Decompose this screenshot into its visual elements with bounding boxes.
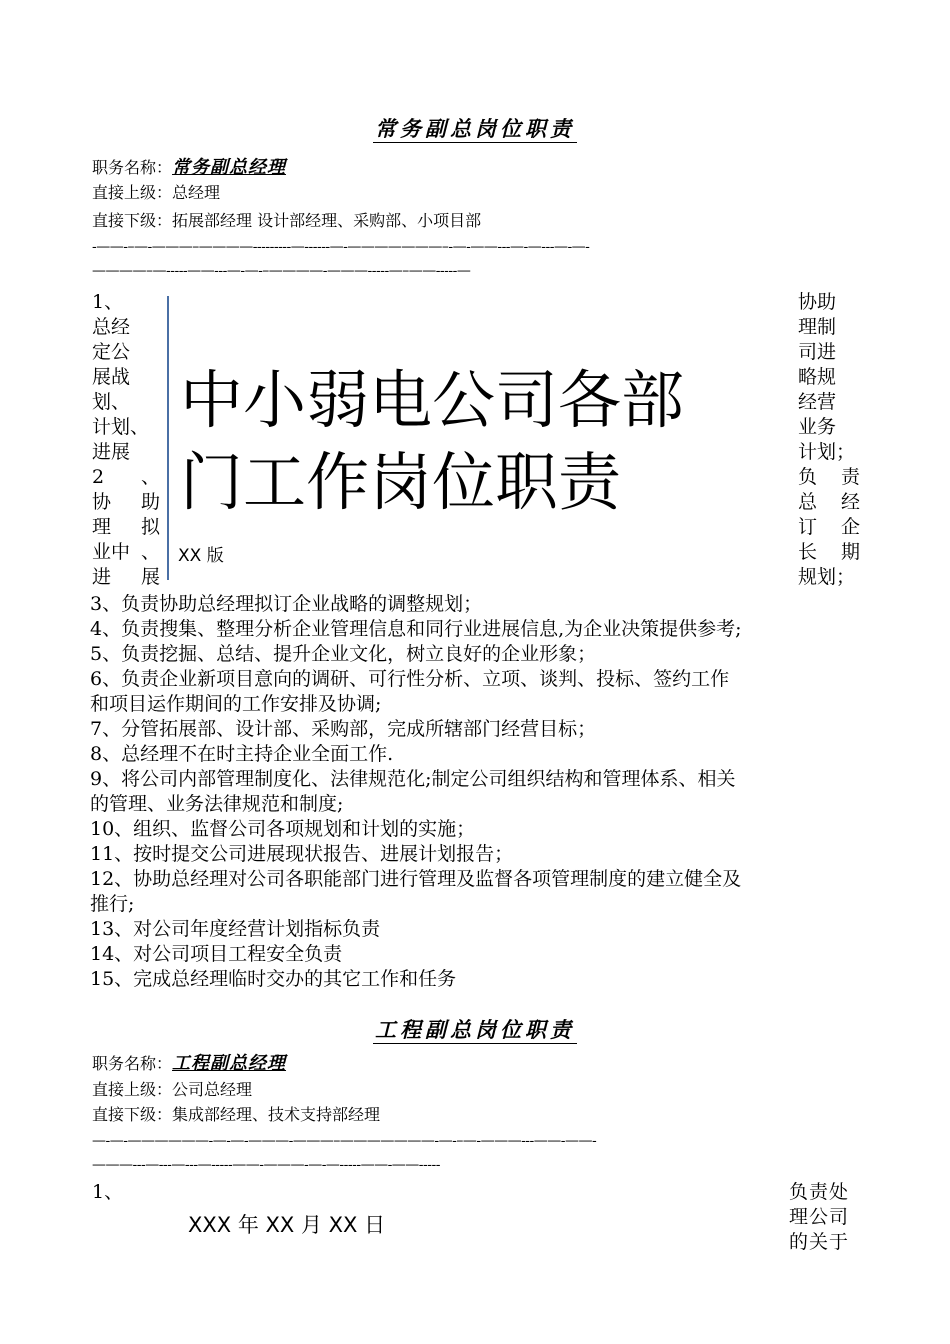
text-line: 负责处 — [789, 1181, 850, 1203]
left-text-column-2 — [92, 1180, 123, 1205]
text-line: 略规 — [798, 366, 837, 388]
text-line: 业务 — [798, 416, 837, 438]
text-line: 理制 — [798, 316, 837, 338]
text-line: 负 责 — [798, 466, 860, 488]
duty-item: 4、负责搜集、整理分析企业管理信息和同行业进展信息,为企业决策提供参考; — [90, 618, 742, 640]
text-line: 理 拟 — [92, 516, 160, 538]
text-line: 经营 — [798, 391, 837, 413]
duty-item: 的管理、业务法律规范和制度; — [90, 793, 344, 815]
text-line: 计划； — [798, 441, 856, 463]
duty-item: 5、负责挖掘、总结、提升企业文化，树立良好的企业形象； — [90, 643, 597, 665]
text-line: 总 经 — [798, 491, 860, 513]
text-line: 司进 — [798, 341, 837, 363]
text-line: 1、 — [92, 1181, 124, 1203]
cover-title — [180, 360, 684, 524]
dash-divider-4: ———---—---—---—-----——-———-—-—-----——-——----- — [92, 1157, 440, 1173]
text-line: 理公司 — [789, 1206, 850, 1228]
job-name-value-2: 工程副总经理 — [172, 1053, 287, 1074]
duty-item: 13、对公司年度经营计划指标负责 — [90, 918, 381, 940]
cover-accent-bar — [167, 296, 169, 580]
duty-item: 14、对公司项目工程安全负责 — [90, 943, 343, 965]
text-line: 2 、 — [92, 466, 160, 488]
duty-item: 推行; — [90, 893, 135, 915]
dash-divider-3: —-—-——————-—-—-———-———–———————-—-–—-———---——-——- — [92, 1133, 597, 1149]
cover-edition: XX 版 — [178, 546, 224, 566]
duty-item: 15、完成总经理临时交办的其它工作和任务 — [90, 968, 457, 990]
text-line: 长 期 — [798, 541, 860, 563]
duty-list — [90, 592, 865, 992]
cover-title-line-2: 门工作岗位职责 — [180, 446, 621, 519]
text-line: 协助 — [798, 291, 837, 313]
duty-item: 7、分管拓展部、设计部、采购部，完成所辖部门经营目标； — [90, 718, 597, 740]
text-line: 进展 — [92, 441, 131, 463]
duty-item: 12、协助总经理对公司各职能部门进行管理及监督各项管理制度的建立健全及 — [90, 868, 742, 890]
job-name-row — [92, 158, 286, 178]
duty-item: 6、负责企业新项目意向的调研、可行性分析、立项、谈判、投标、签约工作 — [90, 668, 730, 690]
right-text-column-2 — [789, 1180, 849, 1255]
text-line: 协 助 — [92, 491, 160, 513]
text-line: 规划； — [798, 566, 856, 588]
dash-divider-2: ————–—-----——---—-—-–————-———-----—–——-----— — [92, 263, 471, 279]
direct-superior: 直接上级：总经理 — [92, 183, 221, 202]
text-line: 划、 — [92, 391, 131, 413]
duty-item: 10、组织、监督公司各项规划和计划的实施； — [90, 818, 476, 840]
text-line: 展战 — [92, 366, 131, 388]
text-line: 1、 — [92, 291, 124, 313]
text-line: 的关于 — [789, 1231, 850, 1253]
duty-item: 8、总经理不在时主持企业全面工作. — [90, 743, 394, 765]
text-line: 总经 — [92, 316, 131, 338]
cover-title-line-1: 中小弱电公司各部 — [180, 364, 684, 437]
text-line: 计划、 — [92, 416, 150, 438]
cover-date: XXX 年 XX 月 XX 日 — [188, 1213, 386, 1237]
direct-superior-2: 直接上级：公司总经理 — [92, 1080, 253, 1099]
text-line: 业中 、 — [92, 541, 160, 563]
duty-item: 11、按时提交公司进展现状报告、进展计划报告； — [90, 843, 514, 865]
job-name-label: 职务名称： — [92, 158, 173, 177]
direct-subordinate-2: 直接下级：集成部经理、技术支持部经理 — [92, 1105, 381, 1124]
job-name-value: 常务副总经理 — [172, 157, 287, 178]
text-line: 订 企 — [798, 516, 860, 538]
section-title-engineering-vp: 工程副总岗位职责 — [375, 1018, 575, 1042]
duty-item: 和项目运作期间的工作安排及协调; — [90, 693, 382, 715]
duty-item: 9、将公司内部管理制度化、法律规范化;制定公司组织结构和管理体系、相关 — [90, 768, 736, 790]
direct-subordinate: 直接下级：拓展部经理 设计部经理、采购部、小项目部 — [92, 211, 482, 230]
right-text-column — [798, 290, 860, 590]
job-name-label-2: 职务名称： — [92, 1054, 173, 1073]
section-title-deputy-gm: 常务副总岗位职责 — [375, 117, 575, 141]
duty-item: 3、负责协助总经理拟订企业战略的调整规划； — [90, 593, 483, 615]
job-name-row-2 — [92, 1054, 286, 1074]
text-line: 进 展 — [92, 566, 160, 588]
dash-divider-1: -——-–—-———–————---------—------—-———————–-—-——---—-—---—-—- — [92, 239, 590, 255]
text-line: 定公 — [92, 341, 131, 363]
left-text-column — [92, 290, 160, 590]
